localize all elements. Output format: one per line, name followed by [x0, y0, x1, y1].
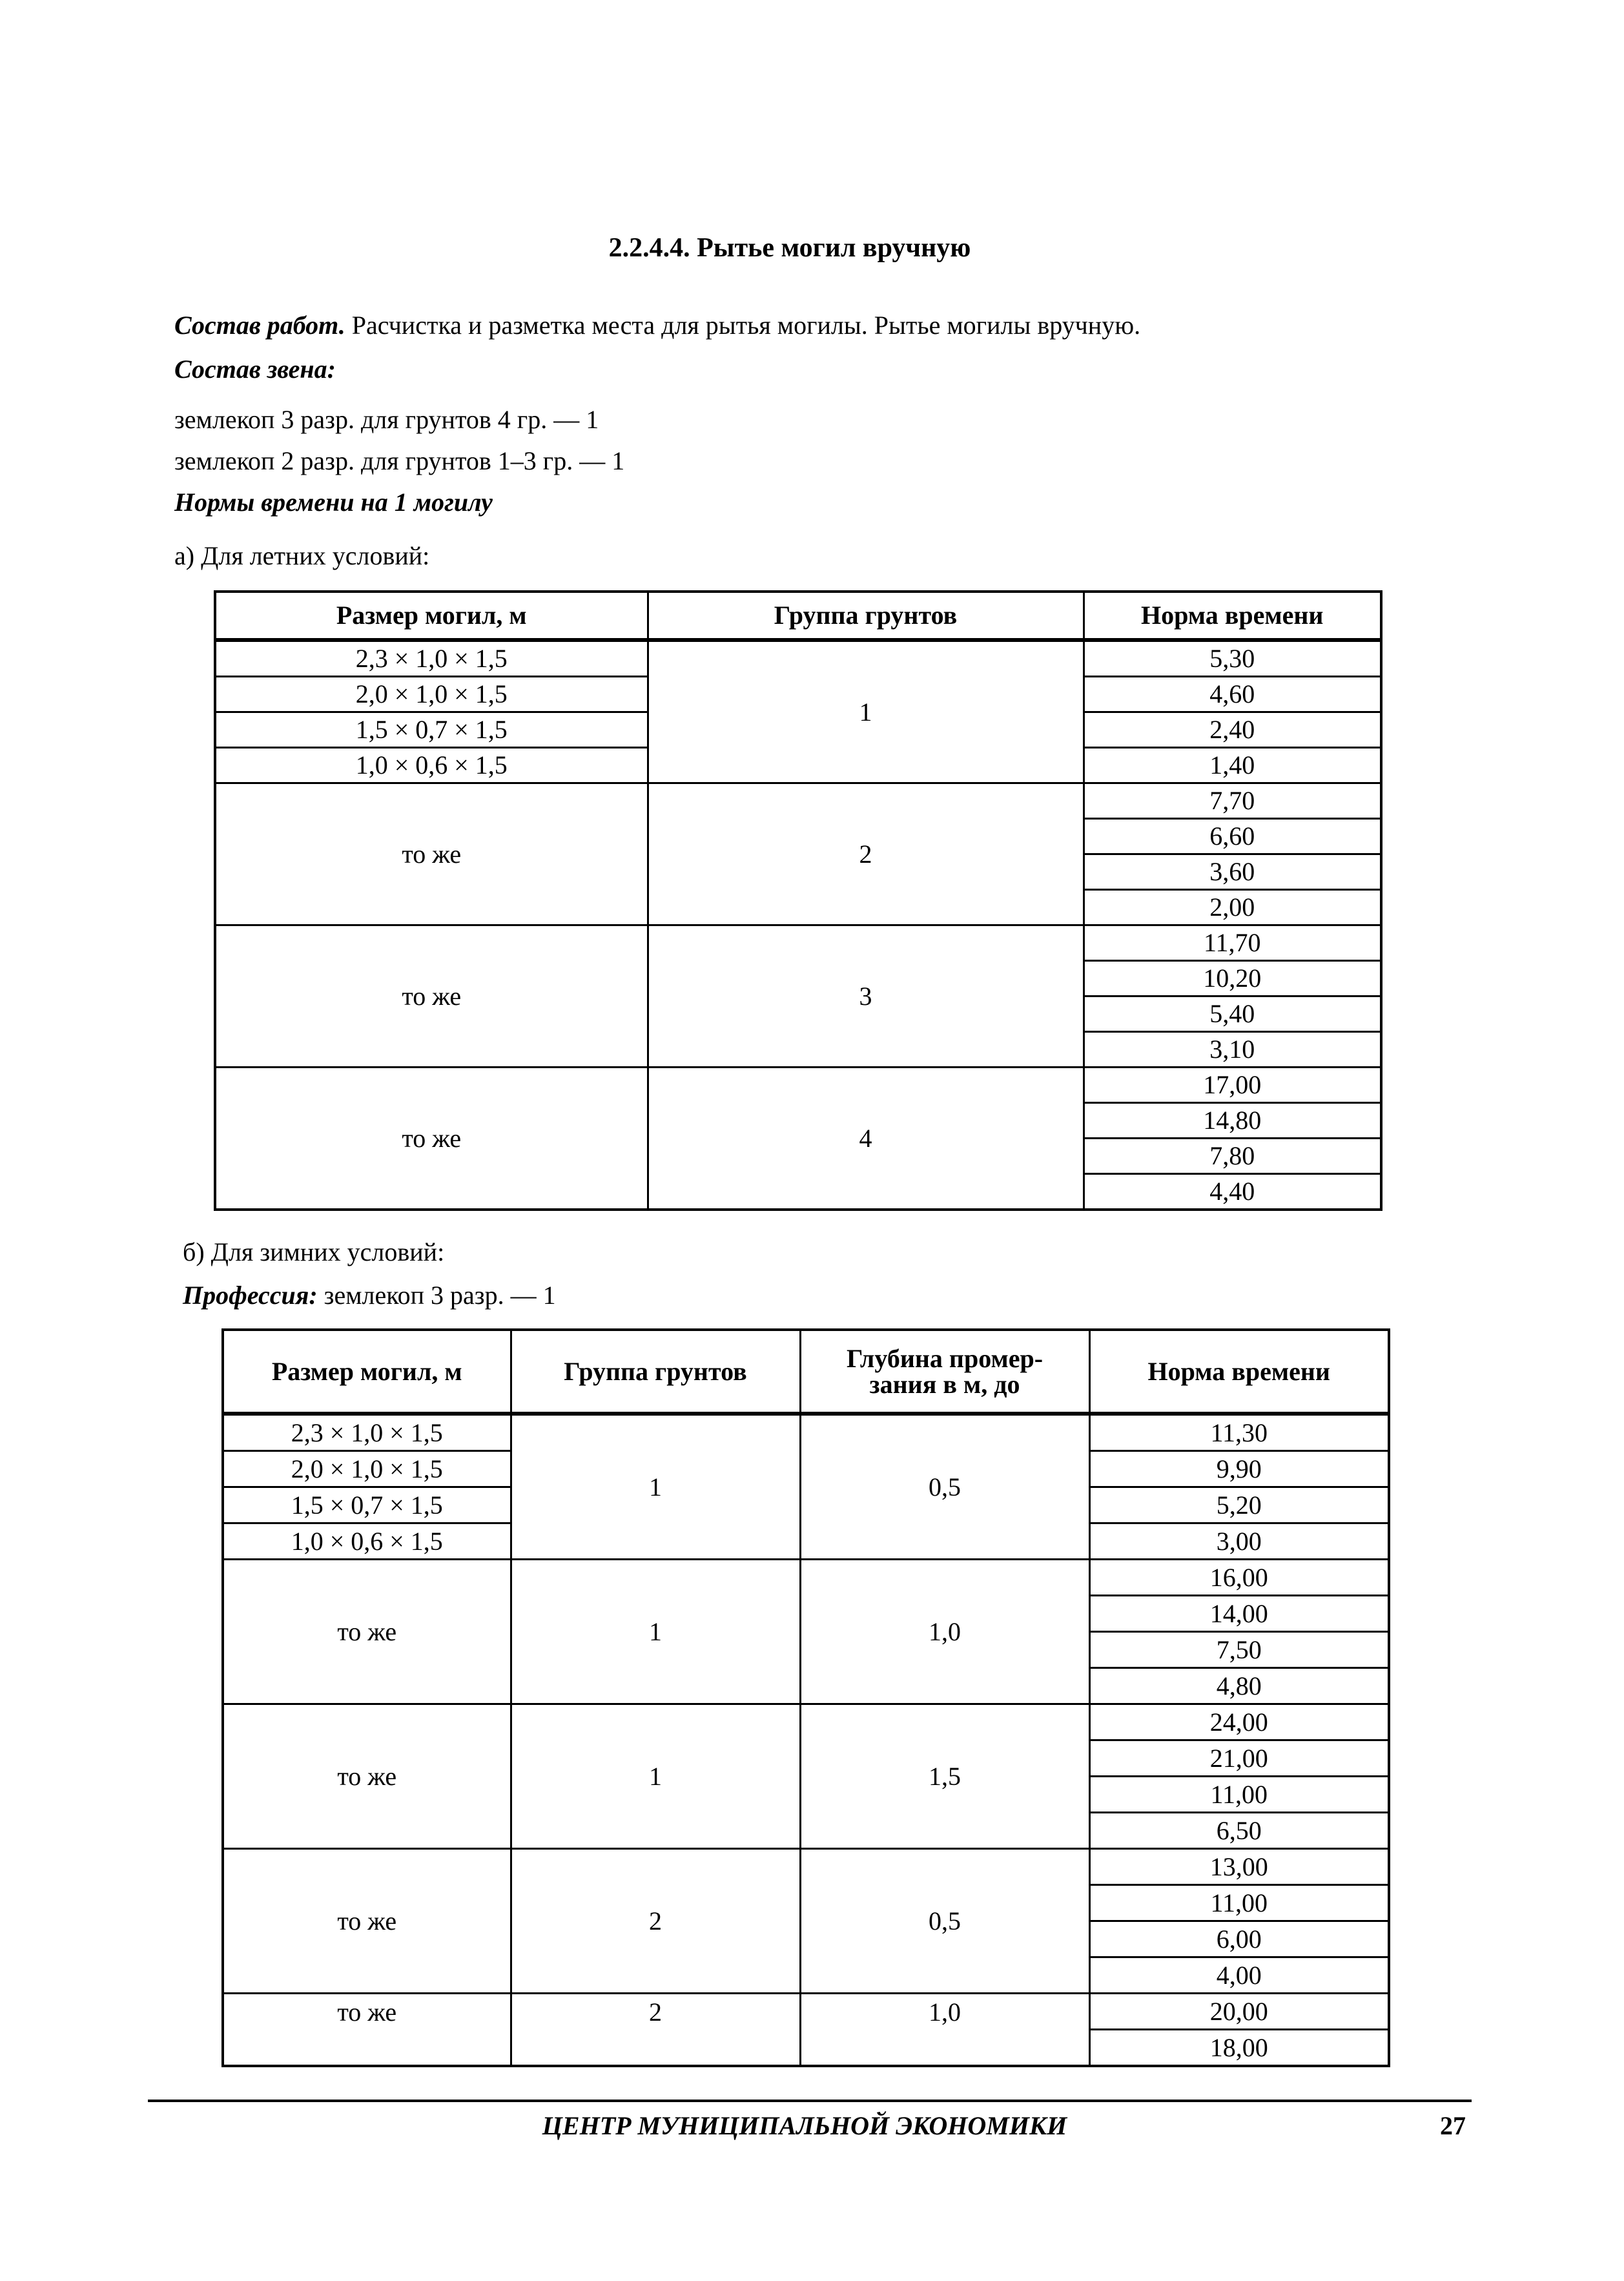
- time-norm: 2,00: [1084, 890, 1381, 925]
- column-header: Норма времени: [1089, 1330, 1389, 1414]
- grave-size: то же: [215, 925, 648, 1068]
- time-norm: 14,80: [1084, 1103, 1381, 1139]
- column-header: Группа грунтов: [648, 592, 1084, 640]
- column-header: Норма времени: [1084, 592, 1381, 640]
- work-composition-label: Состав работ.: [174, 311, 345, 340]
- winter-norms-table: [221, 1328, 1390, 2067]
- table-row: [223, 1560, 1389, 1596]
- time-norm: 5,20: [1089, 1487, 1389, 1523]
- grave-size: 2,3 × 1,0 × 1,5: [223, 1414, 511, 1451]
- summer-norms-table: [214, 590, 1382, 1211]
- table-row: [215, 783, 1381, 819]
- table-row: [223, 1849, 1389, 1885]
- time-norm: 5,40: [1084, 996, 1381, 1032]
- table-row: [223, 1704, 1389, 1740]
- freeze-depth: 0,5: [800, 1849, 1089, 1994]
- time-norm: 6,50: [1089, 1813, 1389, 1849]
- winter-caption: б) Для зимних условий:: [183, 1237, 445, 1266]
- grave-size: 1,5 × 0,7 × 1,5: [215, 712, 648, 748]
- time-norm: 11,00: [1089, 1885, 1389, 1921]
- soil-group: 4: [648, 1068, 1084, 1210]
- time-norm: 10,20: [1084, 961, 1381, 996]
- table-row: [215, 925, 1381, 961]
- time-norm: 11,00: [1089, 1777, 1389, 1813]
- freeze-depth: 1,0: [800, 1994, 1089, 2067]
- footer-publisher: ЦЕНТР МУНИЦИПАЛЬНОЙ ЭКОНОМИКИ: [542, 2111, 1067, 2140]
- time-norm: 14,00: [1089, 1596, 1389, 1632]
- freeze-depth: 1,5: [800, 1704, 1089, 1849]
- grave-size: 2,3 × 1,0 × 1,5: [215, 640, 648, 677]
- soil-group: 1: [648, 640, 1084, 783]
- work-composition: [174, 310, 1140, 340]
- time-norm: 6,00: [1089, 1921, 1389, 1957]
- grave-size: 1,0 × 0,6 × 1,5: [223, 1523, 511, 1560]
- soil-group: 1: [511, 1704, 800, 1849]
- soil-group: 2: [511, 1994, 800, 2067]
- grave-size: 1,5 × 0,7 × 1,5: [223, 1487, 511, 1523]
- time-norm: 11,70: [1084, 925, 1381, 961]
- time-norm: 21,00: [1089, 1740, 1389, 1777]
- norms-label: Нормы времени на 1 могилу: [174, 488, 493, 517]
- section-title: 2.2.4.4. Рытье могил вручную: [608, 233, 971, 263]
- time-norm: 11,30: [1089, 1414, 1389, 1451]
- time-norm: 7,80: [1084, 1139, 1381, 1174]
- grave-size: 2,0 × 1,0 × 1,5: [223, 1451, 511, 1487]
- soil-group: 2: [648, 783, 1084, 925]
- time-norm: 17,00: [1084, 1068, 1381, 1103]
- grave-size: то же: [215, 783, 648, 925]
- time-norm: 4,60: [1084, 677, 1381, 712]
- grave-size: 1,0 × 0,6 × 1,5: [215, 748, 648, 783]
- time-norm: 6,60: [1084, 819, 1381, 854]
- column-header: Размер могил, м: [215, 592, 648, 640]
- grave-size: то же: [215, 1068, 648, 1210]
- time-norm: 4,80: [1089, 1668, 1389, 1704]
- crew-item: землекоп 3 разр. для грунтов 4 гр. — 1: [174, 405, 599, 434]
- time-norm: 4,40: [1084, 1174, 1381, 1210]
- grave-size: то же: [223, 1560, 511, 1704]
- soil-group: 3: [648, 925, 1084, 1068]
- time-norm: 7,50: [1089, 1632, 1389, 1668]
- table-row: [223, 1414, 1389, 1451]
- crew-item: землекоп 2 разр. для грунтов 1–3 гр. — 1: [174, 446, 625, 475]
- profession: [183, 1280, 556, 1310]
- time-norm: 3,10: [1084, 1032, 1381, 1068]
- grave-size: то же: [223, 1849, 511, 1994]
- soil-group: 2: [511, 1849, 800, 1994]
- summer-caption: а) Для летних условий:: [174, 541, 430, 570]
- grave-size: то же: [223, 1994, 511, 2067]
- time-norm: 13,00: [1089, 1849, 1389, 1885]
- soil-group: 1: [511, 1560, 800, 1704]
- time-norm: 2,40: [1084, 712, 1381, 748]
- page-number: 27: [1440, 2111, 1466, 2140]
- time-norm: 1,40: [1084, 748, 1381, 783]
- time-norm: 24,00: [1089, 1704, 1389, 1740]
- time-norm: 5,30: [1084, 640, 1381, 677]
- freeze-depth: 1,0: [800, 1560, 1089, 1704]
- time-norm: 16,00: [1089, 1560, 1389, 1596]
- table-row: [215, 1068, 1381, 1103]
- time-norm: 18,00: [1089, 2030, 1389, 2067]
- crew-label: Состав звена:: [174, 355, 336, 384]
- grave-size: 2,0 × 1,0 × 1,5: [215, 677, 648, 712]
- column-header: Глубина промер-зания в м, до: [800, 1330, 1089, 1414]
- table-row: [215, 640, 1381, 677]
- column-header: Группа грунтов: [511, 1330, 800, 1414]
- work-composition-text: Расчистка и разметка места для рытья могилы. Рытье могилы вручную.: [345, 311, 1141, 340]
- grave-size: то же: [223, 1704, 511, 1849]
- time-norm: 4,00: [1089, 1957, 1389, 1994]
- column-header: Размер могил, м: [223, 1330, 511, 1414]
- profession-label: Профессия:: [183, 1281, 318, 1310]
- time-norm: 3,00: [1089, 1523, 1389, 1560]
- time-norm: 7,70: [1084, 783, 1381, 819]
- footer-divider: [148, 2100, 1472, 2102]
- time-norm: 3,60: [1084, 854, 1381, 890]
- profession-text: землекоп 3 разр. — 1: [317, 1281, 556, 1310]
- table-row: [223, 1994, 1389, 2030]
- soil-group: 1: [511, 1414, 800, 1560]
- time-norm: 9,90: [1089, 1451, 1389, 1487]
- freeze-depth: 0,5: [800, 1414, 1089, 1560]
- time-norm: 20,00: [1089, 1994, 1389, 2030]
